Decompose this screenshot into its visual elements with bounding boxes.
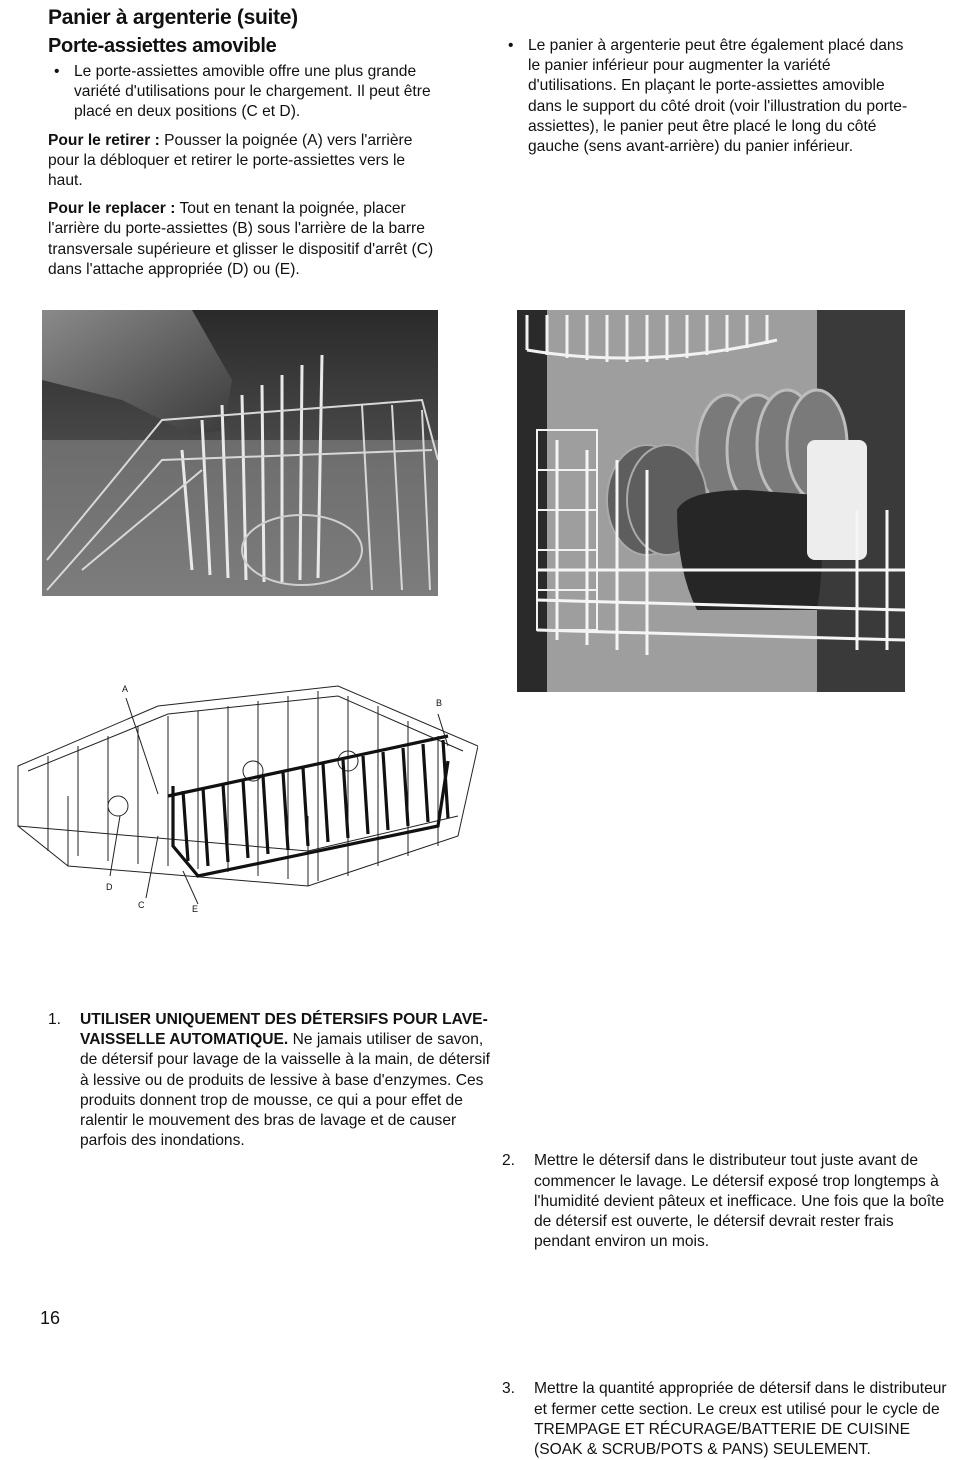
diagram-label-c: C: [138, 900, 145, 910]
page-title: Panier à argenterie (suite): [48, 6, 298, 29]
left-column: [48, 62, 438, 280]
step-3-number: 3.: [502, 1380, 516, 1398]
replace-paragraph: [48, 199, 438, 280]
rack-diagram: [8, 676, 478, 916]
step-1: [48, 1010, 490, 1151]
step-2: [502, 1151, 949, 1252]
step-1-number: 1.: [48, 1011, 62, 1028]
photo-loaded-rack: [517, 310, 905, 692]
remove-text: Pousser la poignée (A) vers l'arrière pour la débloquer et retirer le porte-assiettes vers le haut.: [48, 131, 413, 190]
photo-removing-rack: [42, 310, 438, 596]
right-column: [502, 36, 917, 157]
photo-removing-rack-illustration: [42, 310, 438, 596]
remove-paragraph: [48, 131, 438, 192]
rack-diagram-drawing: [8, 676, 478, 916]
diagram-label-a: A: [122, 684, 129, 694]
diagram-label-b: B: [436, 698, 443, 708]
photo-loaded-rack-illustration: [517, 310, 905, 692]
remove-label: Pour le retirer :: [48, 131, 160, 149]
replace-text: Tout en tenant la poignée, placer l'arrière du porte-assiettes (B) sous l'arrière de la barre transversale supérieure et glisser le dispositif d'arrêt (C) dans l'attache appropriée (D) ou (E).: [48, 200, 434, 278]
step-1-bold: UTILISER UNIQUEMENT DES DÉTERSIFS POUR LAVE-VAISSELLE AUTOMATIQUE.: [80, 1011, 488, 1049]
step-2-text: Mettre le détersif dans le distributeur tout juste avant de commencer le lavage. Le détersif exposé trop longtemps à l'humidité devient pâteux et inefficace. Une fois que la boîte de détersif est ouverte, le détersif devrait rester frais pendant environ un mois.: [534, 1152, 945, 1251]
step-2-number: 2.: [502, 1152, 516, 1170]
diagram-label-d: D: [106, 882, 113, 892]
bullet-paragraph: • Le porte-assiettes amovible offre une plus grande variété d'utilisations pour le chargement. Il peut être placé en deux positions (C et D).: [48, 62, 438, 123]
step-3: [502, 1379, 949, 1460]
step-1-text: Ne jamais utiliser de savon, de détersif pour lavage de la vaisselle à la main, de détersif à lessive ou de produits de lessive à base d'enzymes. Ces produits donnent trop de mousse, ce qui a pour effet de ralentir le mouvement des bras de lavage et de causer parfois des inondations.: [80, 1031, 491, 1150]
replace-label: Pour le replacer :: [48, 200, 176, 218]
page-number: 16: [40, 1308, 61, 1328]
right-bullet-paragraph: • Le panier à argenterie peut être également placé dans le panier inférieur pour augmenter la variété d'utilisations. En plaçant le porte-assiettes amovible dans le support du côté droit (voir l'illustration du porte-assiettes), le panier peut être placé le long du côté gauche (sens avant-arrière) du panier inférieur.: [502, 36, 917, 157]
section-subtitle: Porte-assiettes amovible: [48, 35, 277, 57]
step-3-text: Mettre la quantité appropriée de détersif dans le distributeur et fermer cette section. Le creux est utilisé pour le cycle de TREMPAGE ET RÉCURAGE/BATTERIE DE CUISINE (SOAK & SCRUB/POTS & PANS) SEULEMENT.: [534, 1380, 947, 1459]
diagram-label-e: E: [192, 904, 199, 914]
